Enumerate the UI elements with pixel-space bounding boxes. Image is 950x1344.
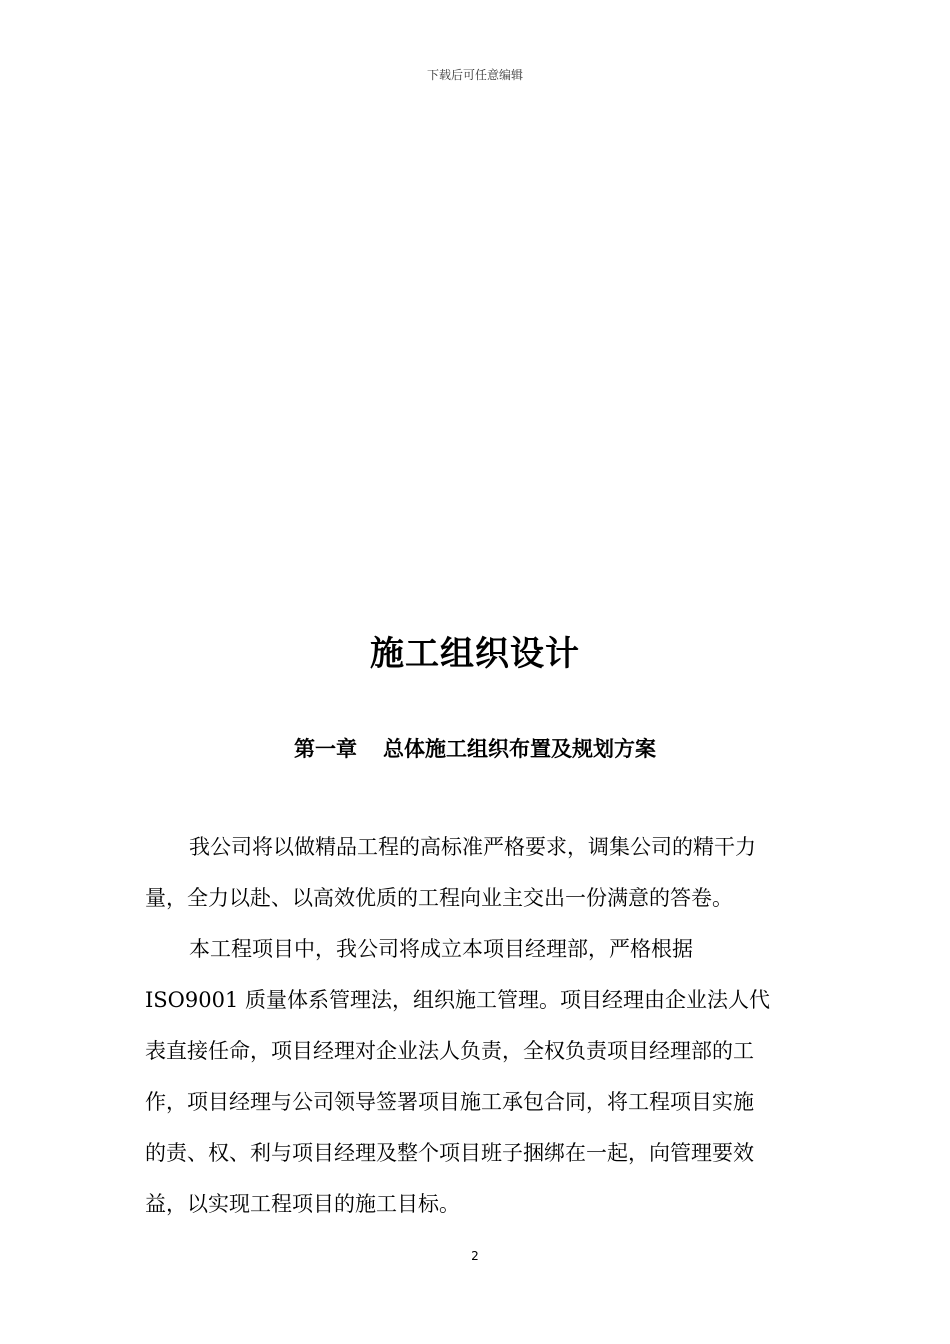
chapter-heading <box>0 733 950 763</box>
paragraph-line: 作，项目经理与公司领导签署项目施工承包合同，将工程项目实施 <box>145 1090 754 1114</box>
chapter-title: 总体施工组织布置及规划方案 <box>383 736 656 761</box>
page-number: 2 <box>471 1249 479 1263</box>
paragraph-line: 本工程项目中，我公司将成立本项目经理部，严格根据 <box>189 937 693 961</box>
paragraph-line: 的责、权、利与项目经理及整个项目班子捆绑在一起，向管理要效 <box>145 1141 754 1165</box>
chapter-number: 第一章 <box>294 736 357 761</box>
paragraph-line: 表直接任命，项目经理对企业法人负责，全权负责项目经理部的工 <box>145 1039 754 1063</box>
paragraph-2 <box>145 924 805 1230</box>
paragraph-line: 量，全力以赴、以高效优质的工程向业主交出一份满意的答卷。 <box>145 886 733 910</box>
paragraph-line: ISO9001 质量体系管理法，组织施工管理。项目经理由企业法人代 <box>145 988 771 1012</box>
header-note: 下载后可任意编辑 <box>426 68 523 82</box>
paragraph-1 <box>145 822 805 924</box>
document-title: 施工组织设计 <box>370 634 580 674</box>
paragraph-line: 益，以实现工程项目的施工目标。 <box>145 1192 460 1216</box>
paragraph-line: 我公司将以做精品工程的高标准严格要求，调集公司的精干力 <box>189 835 756 859</box>
